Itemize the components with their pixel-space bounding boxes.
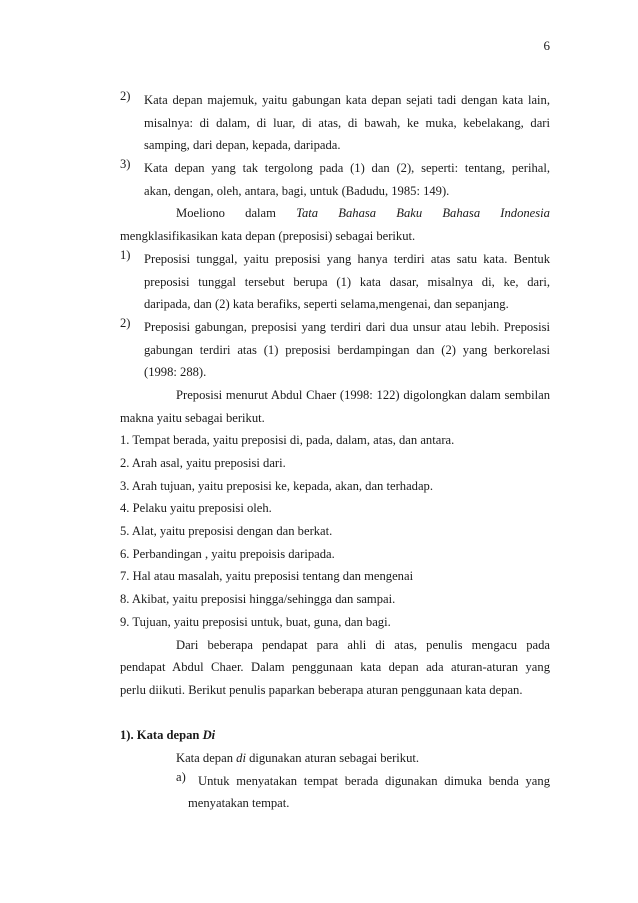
book-title-word: Bahasa xyxy=(442,206,481,221)
word: Moeliono xyxy=(176,206,225,221)
makna-item: 6. Perbandingan , yaitu prepoisis daripada. xyxy=(120,546,335,561)
intro-text: digunakan aturan sebagai berikut. xyxy=(245,750,420,765)
text-line: Kata depan majemuk, yaitu gabungan kata depan sejati tadi dengan kata lain, xyxy=(144,93,550,107)
heading-text: 1). Kata depan xyxy=(120,728,203,743)
list-number: 2) xyxy=(120,89,131,103)
makna-item: 3. Arah tujuan, yaitu preposisi ke, kepada, akan, dan terhadap. xyxy=(120,478,433,493)
list-item xyxy=(120,157,550,202)
makna-item: 8. Akibat, yaitu preposisi hingga/sehingga dan sampai. xyxy=(120,592,396,607)
text-line: (1998: 288). xyxy=(144,365,207,380)
text-line: daripada, dan (2) kata berafiks, seperti selama,mengenai, dan sepanjang. xyxy=(144,297,509,312)
book-title-word: Indonesia xyxy=(500,206,550,221)
list-item xyxy=(120,89,550,157)
text-line: Preposisi tunggal, yaitu preposisi yang hanya terdiri atas satu kata. Bentuk xyxy=(144,251,550,266)
list-number: 2) xyxy=(120,315,131,330)
makna-item: 9. Tujuan, yaitu preposisi untuk, buat, guna, dan bagi. xyxy=(120,614,391,629)
book-title-word: Bahasa xyxy=(338,206,377,221)
list-number: a) xyxy=(176,769,186,784)
book-title-word: Baku xyxy=(396,206,423,221)
paragraph-line xyxy=(120,202,550,225)
section-heading xyxy=(120,724,550,747)
word: dalam xyxy=(245,206,276,221)
text-line: Kata depan yang tak tergolong pada (1) dan (2), seperti: tentang, perihal, xyxy=(144,161,550,176)
document-body xyxy=(120,89,550,815)
paragraph-line: mengklasifikasikan kata depan (preposisi) sebagai berikut. xyxy=(120,229,416,244)
list-number: 1) xyxy=(120,247,131,262)
paragraph-line: makna yaitu sebagai berikut. xyxy=(120,410,265,425)
intro-italic: di xyxy=(236,750,246,765)
text-line: Preposisi gabungan, preposisi yang terdiri dari dua unsur atau lebih. Preposisi xyxy=(144,319,550,334)
makna-item: 7. Hal atau masalah, yaitu preposisi tentang dan mengenai xyxy=(120,569,414,584)
list-item xyxy=(120,248,550,316)
paragraph-line: Dari beberapa pendapat para ahli di atas, penulis mengacu pada xyxy=(176,637,550,652)
list-item xyxy=(120,316,550,384)
list-number: 3) xyxy=(120,157,131,172)
section-intro xyxy=(120,747,550,770)
makna-item: 2. Arah asal, yaitu preposisi dari. xyxy=(120,456,286,470)
text-line: Untuk menyatakan tempat berada digunakan dimuka benda yang xyxy=(198,773,550,788)
paragraph-line: perlu diikuti. Berikut penulis paparkan beberapa aturan penggunaan kata depan. xyxy=(120,682,523,697)
paragraph-line: Preposisi menurut Abdul Chaer (1998: 122) digolongkan dalam sembilan xyxy=(176,387,550,402)
makna-item: 1. Tempat berada, yaitu preposisi di, pada, dalam, atas, dan antara. xyxy=(120,433,455,448)
text-line: preposisi tunggal tersebut berupa (1) kata dasar, misalnya di, ke, dari, xyxy=(144,274,550,289)
makna-item: 5. Alat, yaitu preposisi dengan dan berkat. xyxy=(120,524,333,539)
heading-italic: Di xyxy=(202,728,216,743)
paragraph-line: pendapat Abdul Chaer. Dalam penggunaan kata depan ada aturan-aturan yang xyxy=(120,660,550,675)
text-line: menyatakan tempat. xyxy=(188,796,290,811)
book-title-word: Tata xyxy=(296,206,319,221)
page-number: 6 xyxy=(543,38,550,53)
text-line: gabungan terdiri atas (1) preposisi berdampingan dan (2) yang berkorelasi xyxy=(144,342,550,357)
text-line: akan, dengan, oleh, antara, bagi, untuk (Badudu, 1985: 149). xyxy=(144,183,450,198)
text-line: samping, dari depan, kepada, daripada. xyxy=(144,138,341,153)
sub-list-item xyxy=(120,770,550,793)
text-line: misalnya: di dalam, di luar, di atas, di bawah, ke muka, kebelakang, dari xyxy=(144,115,550,130)
makna-item: 4. Pelaku yaitu preposisi oleh. xyxy=(120,501,272,516)
intro-text: Kata depan xyxy=(176,750,237,765)
